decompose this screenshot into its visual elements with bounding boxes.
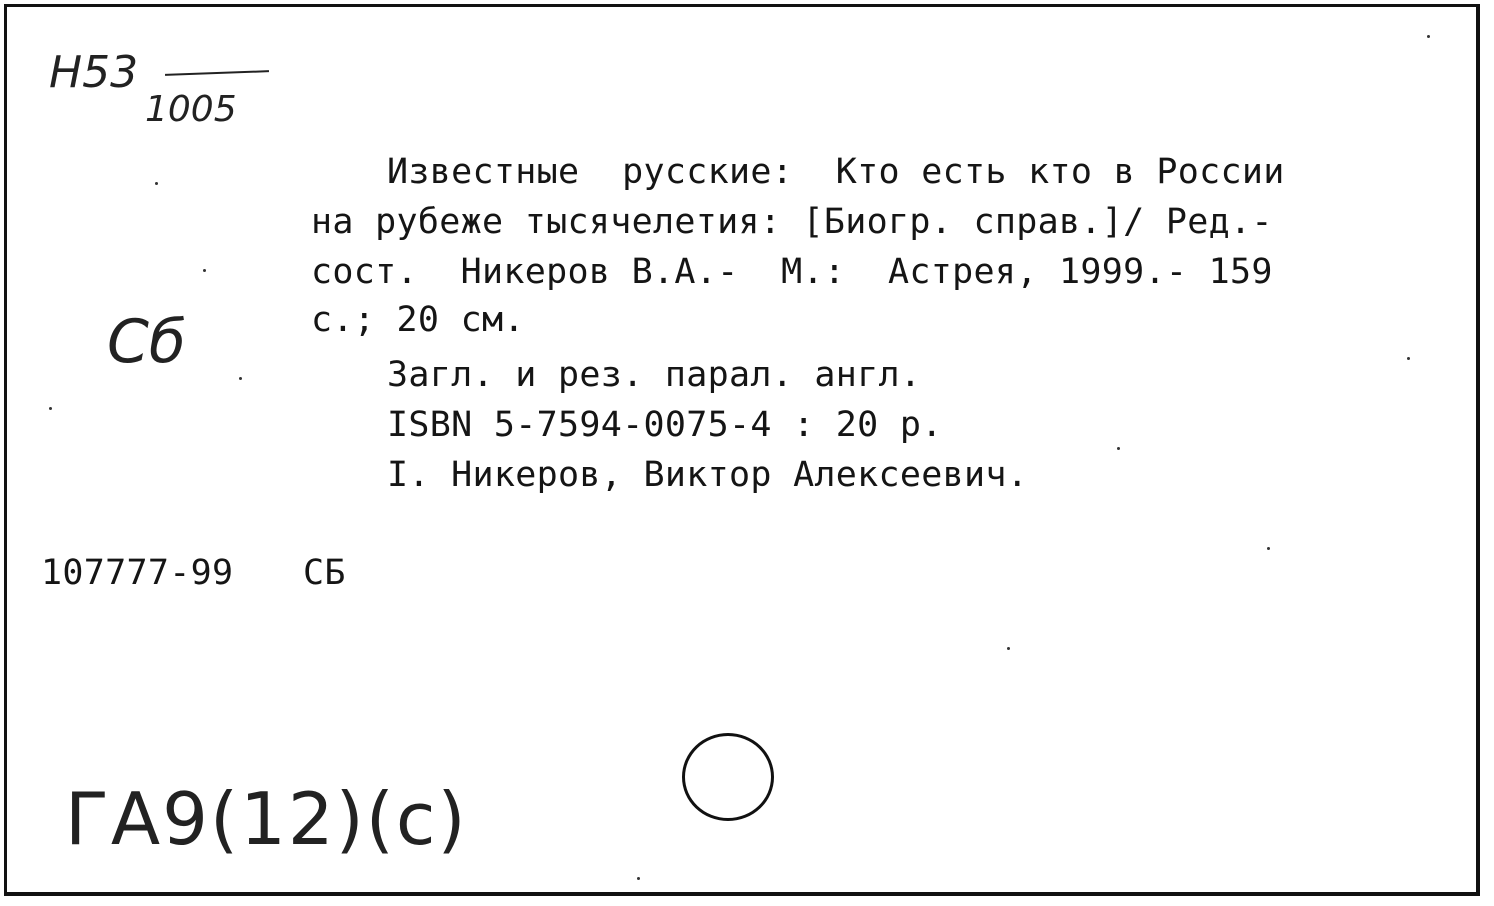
accession-code: СБ bbox=[303, 553, 346, 593]
entry-line-2: на рубеже тысячелетия: [Биогр. справ.]/ Ред.- bbox=[311, 202, 1273, 242]
entry-line-1: Известные русские: Кто есть кто в России bbox=[387, 152, 1285, 192]
handwritten-initials: Сб bbox=[107, 307, 186, 377]
card-punch-hole bbox=[682, 733, 774, 821]
catalog-card bbox=[4, 4, 1480, 896]
scan-speck bbox=[1267, 547, 1270, 550]
scan-speck bbox=[1427, 35, 1430, 38]
note-added-entry: I. Никеров, Виктор Алексеевич. bbox=[387, 455, 1029, 495]
shelfmark-bottom: 1005 bbox=[145, 89, 237, 130]
handwritten-classification: ГА9(12)(с) bbox=[65, 777, 468, 861]
note-title-parallel: Загл. и рез. парал. англ. bbox=[387, 355, 922, 395]
scan-speck bbox=[637, 877, 640, 880]
scan-speck bbox=[239, 377, 242, 380]
scan-speck bbox=[155, 182, 158, 185]
shelfmark-fraction-line bbox=[165, 70, 269, 76]
entry-line-3: сост. Никеров В.А.- М.: Астрея, 1999.- 159 bbox=[311, 252, 1273, 292]
shelfmark-top: Н53 bbox=[49, 47, 139, 98]
scan-speck bbox=[203, 269, 206, 272]
entry-line-4: с.; 20 см. bbox=[311, 300, 525, 340]
accession-number: 107777-99 bbox=[41, 553, 234, 593]
scan-speck bbox=[1117, 447, 1120, 450]
scan-speck bbox=[49, 407, 52, 410]
note-isbn: ISBN 5-7594-0075-4 : 20 р. bbox=[387, 405, 943, 445]
scan-speck bbox=[1407, 357, 1410, 360]
scan-speck bbox=[1007, 647, 1010, 650]
